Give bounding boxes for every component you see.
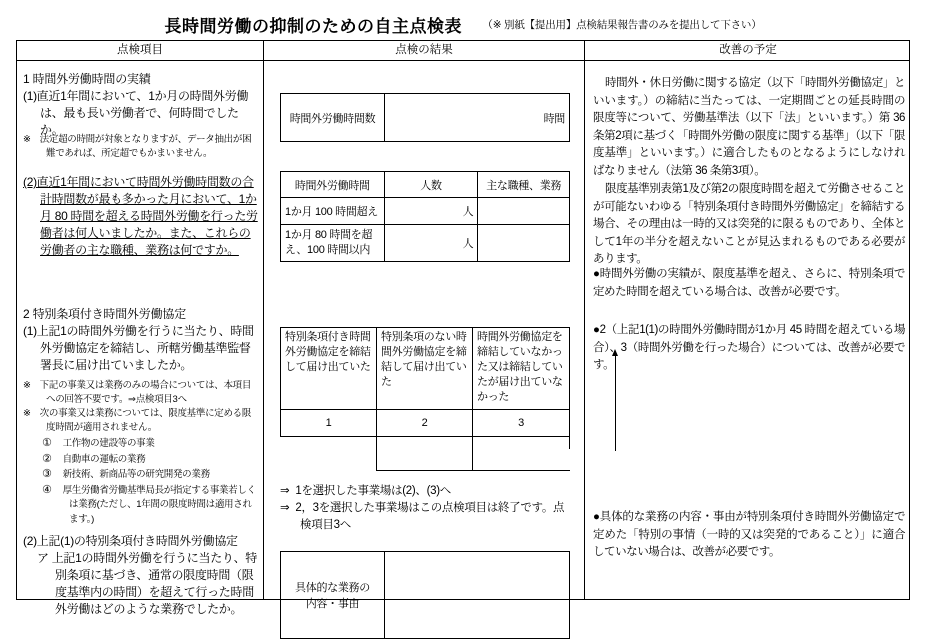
- inspection-items-column: [17, 61, 263, 616]
- improvement-paragraph-4: ●2（上記1(1)の時間外労働時間が1か月 45 時間を超えている場合）、3（時間外労働を行った場合）については、改善が必要です。: [593, 324, 905, 371]
- reference-up-arrow-icon: [612, 349, 622, 451]
- table-row: [281, 225, 569, 261]
- section-2-heading: [23, 306, 259, 323]
- guidance-line-1-text: 1を選択した事業場は(2)、(3)へ: [295, 485, 451, 497]
- improvement-plan-column: [585, 61, 911, 599]
- work-detail-label-line2: 内容・事由: [305, 598, 360, 610]
- question-1-2-text: (2)直近1年間において時間外労働時間数の合計時間数が最も多かった月において、1か月 80 時間を超える時間外労働を行った労働者は何人いましたか。また、これらの労働者の主な職種、業務は何ですか。: [23, 175, 258, 257]
- headcount-header-jobs: 主な職種、業務: [478, 172, 569, 198]
- column-header-inspection-results: 点検の結果: [263, 41, 584, 60]
- headcount-unit-1: 人: [462, 206, 474, 218]
- question-2-1-text: (1)上記1の時間外労働を行うに当たり、時間外労働協定を締結し、所轄労働基準監督署長に届け出ていましたか。: [23, 324, 254, 372]
- overtime-hours-unit: 時間: [543, 112, 565, 125]
- question-1-1-note: [23, 133, 259, 161]
- question-2-2-heading: (2)上記(1)の特別条項付き時間外労働協定: [23, 534, 238, 548]
- list-marker-1: ①: [42, 437, 52, 449]
- section-1-heading: [23, 71, 259, 88]
- headcount-range-1: 1か月 100 時間超え: [281, 198, 385, 225]
- question-2-1-note-2-text: 次の事業又は業務については、限度基準に定める限度時間が適用されません。: [39, 408, 252, 433]
- inspection-results-column: [264, 61, 584, 610]
- table-header-row: [17, 41, 909, 61]
- note-mark-icon: ※: [23, 134, 31, 145]
- question-2-1: [23, 323, 259, 374]
- improvement-paragraph-2: 限度基準別表第1及び第2の限度時間を超えて労働させることが可能ないわゆる「特別条項付き時間外労働協定」を締結する場合、その理由は一時的又は突発的に限るものであり、全体として1年の半分を超えないことが見込まれるものである必要があります。: [593, 183, 905, 265]
- list-item: [23, 483, 259, 528]
- guidance-line-2: [280, 500, 572, 534]
- work-detail-label: [281, 552, 385, 638]
- arrow-icon: ⇒: [280, 485, 290, 497]
- table-row: [281, 198, 569, 225]
- list-item: [23, 452, 259, 468]
- choice-guidance-list: [280, 483, 572, 534]
- headcount-range-2: 1か月 80 時間を超え、100 時間以内: [285, 229, 373, 256]
- arrow-head: [612, 349, 618, 356]
- list-item-text: 厚生労働省労働基準局長が指定する事業若しくは業務(ただし、1年間の限度時間は適用されます。): [62, 484, 256, 525]
- page-title-note: （※ 別紙【提出用】点検結果報告書のみを提出して下さい）: [482, 19, 762, 31]
- choice-option-3-label: 時間外労働協定を締結していなかった又は締結していたが届け出ていなかった: [477, 331, 563, 403]
- column-header-improvement-plan: 改善の予定: [584, 41, 911, 60]
- agreement-status-choice-table: [280, 327, 570, 437]
- choice-number-3[interactable]: 3: [518, 417, 524, 429]
- improvement-paragraph-1: 時間外・休日労働に関する協定（以下「時間外労働協定」といいます。）の締結に当たっては、一定期間ごとの延長時間の限度等について、労働基準法（以下「法」といいます。）第 36 条第2項に基づく「時間外労働の限度に関する基準」（以下「限度基準」といいます。）に適合したものとなるようにしなければなりません（法第 36 条第3項）。: [593, 77, 905, 177]
- exempt-business-list: [23, 436, 259, 527]
- question-1-2: [23, 174, 259, 259]
- guidance-line-2-text: 2，3を選択した事業場はこの点検項目は終了です。点検項目3へ: [295, 502, 565, 531]
- question-1-1-text: (1)直近1年間において、1か月の時間外労働は、最も長い労働者で、何時間でしたか。: [23, 89, 249, 137]
- guidance-line-1: [280, 483, 572, 500]
- list-marker-4: ④: [42, 483, 52, 496]
- headcount-count-2-cell[interactable]: [385, 225, 479, 261]
- section-2-title: 2 特別条項付き時間外労働協定: [23, 307, 187, 321]
- document-title-bar: [0, 12, 926, 37]
- work-detail-value-cell[interactable]: [385, 552, 569, 638]
- headcount-header-count: 人数: [385, 172, 479, 198]
- question-2-2-a-text: ア 上記1の時間外労働を行うに当たり、特別条項に基づき、通常の限度時間（限度基準内の時間）を超えて行った時間外労働はどのような業務でしたか。: [37, 551, 258, 616]
- list-item-text: 新技術、新商品等の研究開発の業務: [62, 469, 210, 480]
- bracket-left-vertical: [376, 437, 377, 470]
- question-2-2: [23, 533, 259, 618]
- list-item: [23, 436, 259, 452]
- work-detail-table: [280, 551, 570, 639]
- page-title: 長時間労働の抑制のための自主点検表: [164, 17, 462, 36]
- arrow-icon: ⇒: [280, 502, 290, 514]
- list-marker-2: ②: [42, 452, 52, 465]
- choice-option-2-label: 特別条項のない時間外労働協定を締結して届け出ていた: [381, 331, 467, 388]
- headcount-count-1-cell[interactable]: [385, 198, 479, 225]
- choice-option-1-label: 特別条項付き時間外労働協定を締結して届け出ていた: [285, 331, 371, 373]
- question-1-1-note-text: 法定超の時間が対象となりますが、データ抽出が困難であれば、所定超でもかまいません。: [39, 134, 252, 159]
- list-item-text: 工作物の建設等の事業: [62, 438, 155, 449]
- choice-bracket-connector: [280, 437, 572, 471]
- improvement-paragraph-3: ●時間外労働の実績が、限度基準を超え、さらに、特別条項で定めた時間を超えている場合は、改善が必要です。: [593, 268, 905, 298]
- list-marker-3: ③: [42, 468, 52, 480]
- headcount-jobs-2-cell[interactable]: [478, 225, 569, 261]
- improvement-paragraph-5: ●具体的な業務の内容・事由が特別条項付き時間外労働協定で定めた「特別の事情（一時的又は突発的であること）」に適合していない場合は、改善が必要です。: [593, 511, 905, 558]
- question-2-1-note-1: [23, 379, 259, 407]
- question-1-1: [23, 88, 259, 139]
- note-mark-icon: ※: [23, 408, 31, 419]
- list-item-text: 自動車の運転の業務: [62, 453, 146, 465]
- question-2-1-note-1-text: 下記の事業又は業務のみの場合については、本項目への回答不要です。⇒点検項目3へ: [39, 380, 252, 405]
- overtime-hours-table: [280, 93, 570, 142]
- overtime-hours-value-cell[interactable]: [385, 94, 569, 141]
- bracket-mid-vertical: [472, 437, 473, 470]
- headcount-unit-2: 人: [462, 238, 474, 250]
- headcount-jobs-1-cell[interactable]: [478, 198, 569, 225]
- overtime-hours-label: 時間外労働時間数: [281, 94, 385, 141]
- work-detail-label-line1: 具体的な業務の: [295, 582, 370, 594]
- bracket-horizontal: [376, 470, 570, 471]
- note-mark-icon: ※: [23, 380, 31, 391]
- arrow-shaft: [615, 355, 616, 451]
- bracket-right-vertical: [569, 437, 570, 449]
- question-2-1-note-2: [23, 407, 259, 435]
- self-inspection-form-table: [16, 40, 910, 616]
- list-item: [23, 467, 259, 483]
- choice-number-1[interactable]: 1: [281, 410, 377, 436]
- section-1-title: 1 時間外労働時間の実績: [23, 72, 151, 86]
- overtime-headcount-table: [280, 171, 570, 262]
- choice-number-2[interactable]: 2: [377, 410, 473, 436]
- column-header-inspection-items: 点検項目: [117, 44, 163, 56]
- headcount-header-range: 時間外労働時間: [281, 172, 385, 198]
